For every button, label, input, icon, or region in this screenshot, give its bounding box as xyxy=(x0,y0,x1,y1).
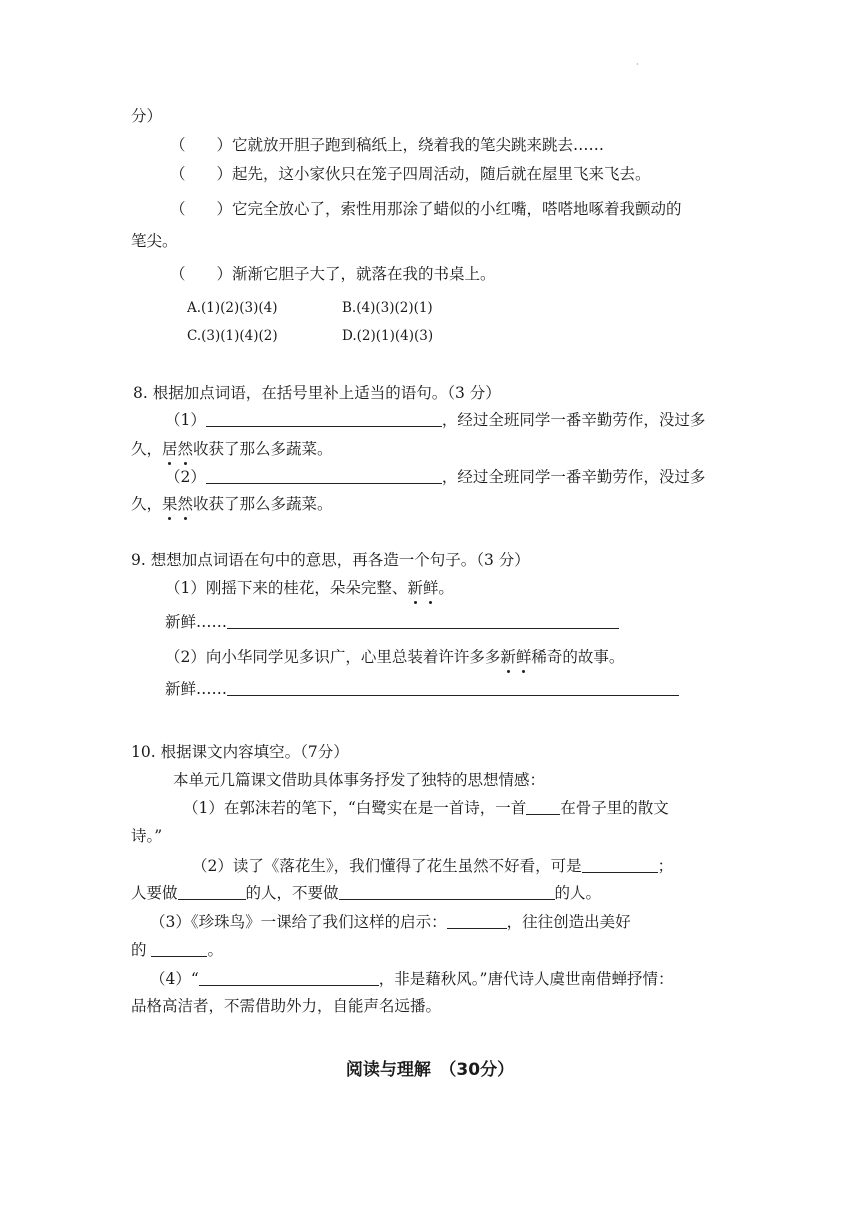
q9-title: 9. 想想加点词语在句中的意思，再各造一个句子。（3 分） xyxy=(131,551,530,569)
q9-ans1-label: 新鲜…… xyxy=(165,613,228,631)
q10-p1-blank[interactable] xyxy=(526,798,560,815)
q9-answer-1 xyxy=(165,612,619,632)
q10-p2 xyxy=(192,856,673,876)
q8-s1-rest: ，经过全班同学一番辛勤劳作，没过多 xyxy=(441,411,706,429)
q8-s2-blank[interactable] xyxy=(206,467,442,484)
q9-sentence-1 xyxy=(165,578,454,598)
q10-p4-cont: 品格高洁者，不需借助外力，自能声名远播。 xyxy=(131,997,442,1015)
q8-s2-dotted-char-1: 果 xyxy=(162,495,178,513)
q8-s1-dotted-char-1: 居 xyxy=(162,440,178,458)
q7-option-b: B.(4)(3)(2)(1) xyxy=(342,300,433,316)
q8-s1-dotted-char-2: 然 xyxy=(177,440,194,458)
q10-p1-cont: 诗。” xyxy=(131,827,163,845)
q7-option-c: C.(3)(1)(4)(2) xyxy=(187,328,278,344)
q8-title: 8. 根据加点词语，在括号里补上适当的语句。（3 分） xyxy=(133,384,501,402)
q8-s1-label: （1） xyxy=(165,411,206,429)
q10-p1-b: 在骨子里的散文 xyxy=(560,799,669,817)
q10-p2-blank-1[interactable] xyxy=(582,856,658,873)
q8-s2-dotted-char-2: 然 xyxy=(177,495,194,513)
q10-p3-d: 。 xyxy=(207,941,223,959)
q9-answer-2 xyxy=(165,679,679,699)
q10-p2-cont xyxy=(131,883,601,903)
page-mark: · xyxy=(636,60,639,69)
q9-s1-b: 。 xyxy=(438,579,454,597)
q10-p4 xyxy=(150,969,673,989)
q7-tail: 分） xyxy=(131,107,163,125)
q9-ans1-blank[interactable] xyxy=(227,612,619,629)
q10-p4-blank[interactable] xyxy=(199,969,379,986)
q7-item-4: （ ）渐渐它胆子大了，就落在我的书桌上。 xyxy=(170,265,496,283)
q8-s2-cont-b: 收获了那么多蔬菜。 xyxy=(193,495,333,513)
q10-p2-e: 的人。 xyxy=(554,884,602,902)
q8-s2-label: （2） xyxy=(165,468,206,486)
q8-s2-cont-a: 久， xyxy=(131,495,163,513)
q7-option-a: A.(1)(2)(3)(4) xyxy=(187,300,278,316)
q10-title: 10. 根据课文内容填空。（7分） xyxy=(131,743,349,761)
q10-p3-blank-2[interactable] xyxy=(151,940,207,957)
q8-s1-cont-b: 收获了那么多蔬菜。 xyxy=(193,440,333,458)
q10-p4-b: ，非是藉秋风。”唐代诗人虞世南借蝉抒情： xyxy=(378,970,674,988)
q10-p2-blank-2[interactable] xyxy=(178,883,246,900)
q7-item-2: （ ）起先，这小家伙只在笼子四周活动，随后就在屋里飞来飞去。 xyxy=(170,165,651,183)
q10-intro: 本单元几篇课文借助具体事务抒发了独特的思想情感： xyxy=(173,771,546,789)
q10-p3-a: （3）《珍珠鸟》一课给了我们这样的启示： xyxy=(150,913,447,931)
q7-option-d: D.(2)(1)(4)(3) xyxy=(342,328,434,344)
q10-p2-blank-3[interactable] xyxy=(339,883,555,900)
q10-p3-cont xyxy=(131,940,223,960)
q8-sentence-1-cont xyxy=(131,439,333,459)
q8-sentence-2-cont xyxy=(131,494,333,514)
q9-s2-dotted-char-1: 新 xyxy=(500,648,516,666)
q8-s1-blank[interactable] xyxy=(206,410,442,427)
q9-s1-a: （1）刚摇下来的桂花，朵朵完整、 xyxy=(165,579,408,597)
q10-p1 xyxy=(183,798,669,818)
q9-sentence-2 xyxy=(165,647,624,667)
q10-p2-a: （2）读了《落花生》，我们懂得了花生虽然不好看，可是 xyxy=(192,857,582,875)
q10-p1-a: （1）在郭沫若的笔下，“白鹭实在是一首诗，一首 xyxy=(183,799,527,817)
q10-p2-c: 人要做 xyxy=(131,884,178,902)
q8-sentence-1 xyxy=(165,410,705,430)
q9-s2-dotted-char-2: 鲜 xyxy=(515,648,532,666)
q7-item-3-cont: 笔尖。 xyxy=(131,232,178,250)
q7-item-3: （ ）它完全放心了，索性用那涂了蜡似的小红嘴，嗒嗒地啄着我颤动的 xyxy=(170,200,682,218)
q8-sentence-2 xyxy=(165,467,705,487)
q10-p3 xyxy=(150,912,631,932)
q10-p3-blank-1[interactable] xyxy=(447,912,507,929)
q7-item-1: （ ）它就放开胆子跑到稿纸上，绕着我的笔尖跳来跳去…… xyxy=(170,136,605,154)
q9-s1-dotted-char-2: 鲜 xyxy=(422,579,439,597)
q9-ans2-blank[interactable] xyxy=(227,679,679,696)
section-heading-reading: 阅读与理解 （30分） xyxy=(345,1060,515,1080)
q10-p3-c: 的 xyxy=(131,941,152,959)
q9-s2-a: （2）向小华同学见多识广，心里总装着许许多多 xyxy=(165,648,501,666)
q8-s2-rest: ，经过全班同学一番辛勤劳作，没过多 xyxy=(441,468,706,486)
q9-s2-b: 稀奇的故事。 xyxy=(531,648,625,666)
q10-p4-a: （4）“ xyxy=(150,970,199,988)
q10-p2-b: ； xyxy=(657,857,674,875)
q10-p3-b: ，往往创造出美好 xyxy=(506,913,631,931)
q9-s1-dotted-char-1: 新 xyxy=(407,579,423,597)
q10-p2-d: 的人，不要做 xyxy=(245,884,339,902)
q9-ans2-label: 新鲜…… xyxy=(165,680,228,698)
q8-s1-cont-a: 久， xyxy=(131,440,163,458)
